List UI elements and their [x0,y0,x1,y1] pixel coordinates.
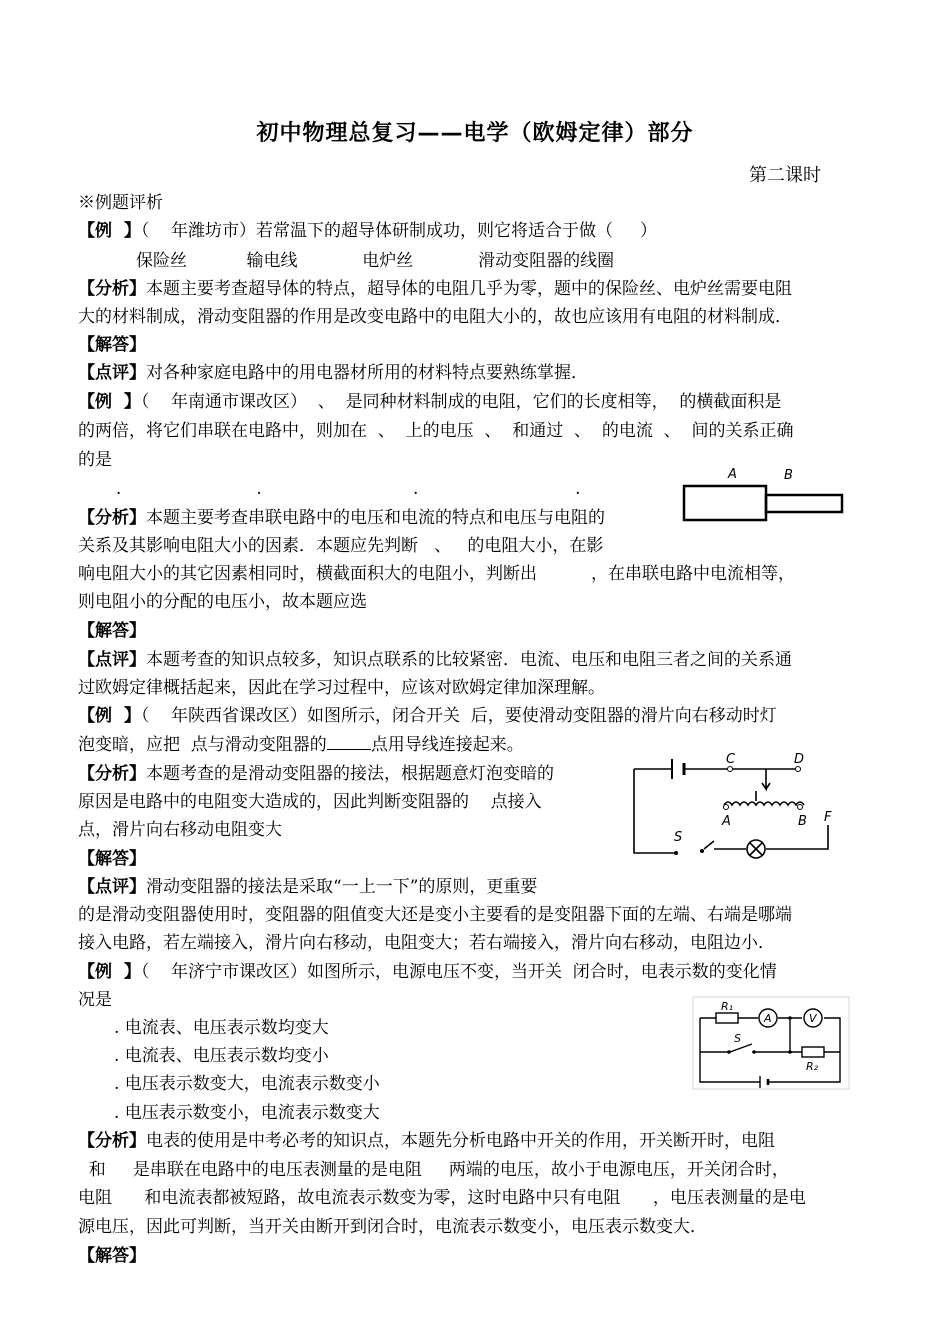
ex3-analysis-3: 点，滑片向右移动电阻变大 [78,820,282,840]
ex3-comment: 【点评】滑动变阻器的接法是采取“一上一下”的原则，更重要 [78,877,538,897]
example-tag: 【例 】 [78,221,141,241]
label-r1: R₁ [721,1000,734,1013]
ex2-answer: 【解答】 [78,621,146,641]
ex2-question-3: 的是 [78,450,112,470]
ex1-answer: 【解答】 [78,335,146,355]
ex3-answer: 【解答】 [78,849,146,869]
label-s: S [674,830,683,845]
resistor-a [684,486,766,520]
ex2-analysis-2: 关系及其影响电阻大小的因素．本题应先判断 、 的电阻大小，在影 [78,536,604,556]
ex2-comment: 【点评】本题考查的知识点较多，知识点联系的比较紧密．电流、电压和电阻三者之间的关系通 [78,650,792,670]
ex2-analysis: 【分析】本题主要考查串联电路中的电压和电流的特点和电压与电阻的 [78,508,605,528]
label-s: S [734,1032,741,1045]
ex1-question: 【例 】（ 年潍坊市）若常温下的超导体研制成功，则它将适合于做（ ） [78,221,657,241]
ex4-option-1: . 电流表、电压表示数均变大 [114,1018,329,1038]
ex2-comment-2: 过欧姆定律概括起来，因此在学习过程中，应该对欧姆定律加深理解。 [78,678,605,698]
ex4-analysis: 【分析】电表的使用是中考必考的知识点，本题先分析电路中开关的作用，开关断开时，电阻 [78,1131,775,1151]
ex3-circuit-figure [626,745,846,865]
ex2-analysis-3: 响电阻大小的其它因素相同时，横截面积大的电阻小，判断出 ，在串联电路中电流相等， [78,564,796,584]
label-d: D [794,752,805,767]
ex2-question: 【例 】（ 年南通市课改区） 、 是同种材料制成的电阻，它们的长度相等， 的横截面积是 [78,392,782,412]
label-c: C [726,752,736,767]
ex1-comment: 【点评】对各种家庭电路中的用电器材所用的材料特点要熟练掌握． [78,363,588,383]
label-r2: R₂ [806,1060,819,1073]
ex4-circuit-figure [692,996,852,1090]
fill-blank [327,735,371,750]
ex4-option-3: . 电压表示数变大，电流表示数变小 [114,1074,380,1094]
label-a: A [728,467,737,482]
ex4-answer: 【解答】 [78,1246,146,1266]
label-f: F [824,810,832,825]
label-voltmeter: V [809,1012,817,1025]
ex2-question-2: 的两倍，将它们串联在电路中，则加在 、 上的电压 、 和通过 、 的电流 、 间的关系正确 [78,421,794,441]
label-ammeter: A [764,1012,772,1025]
ex3-question: 【例 】（ 年陕西省课改区）如图所示，闭合开关 后，要使滑动变阻器的滑片向右移动时灯 [78,706,777,726]
ex2-resistor-figure [676,462,856,526]
ex3-analysis-2: 原因是电路中的电阻变大造成的，因此判断变阻器的 点接入 [78,792,542,812]
ex4-option-2: . 电流表、电压表示数均变小 [114,1046,329,1066]
ex2-analysis-4: 则电阻小的分配的电压小，故本题应选 [78,592,367,612]
ex3-question-2: 泡变暗，应把 点与滑动变阻器的 点用导线连接起来。 [78,735,524,755]
ex3-comment-3: 接入电路，若左端接入，滑片向右移动，电阻变大；若右端接入，滑片向右移动，电阻边小． [78,933,775,953]
ex4-analysis-2: 和 是串联在电路中的电压表测量的是电阻 两端的电压，故小于电源电压，开关闭合时， [78,1160,789,1180]
ex4-option-4: . 电压表示数变小，电流表示数变大 [114,1103,380,1123]
ex1-analysis-2: 大的材料制成，滑动变阻器的作用是改变电路中的电阻大小的，故也应该用有电阻的材料制成． [78,307,792,327]
label-b: B [798,814,807,829]
label-a: A [722,814,731,829]
ex4-analysis-4: 源电压，因此可判断，当开关由断开到闭合时，电流表示数变小，电压表示数变大． [78,1217,707,1237]
section-heading: ※例题评析 [78,193,163,213]
label-b: B [784,468,793,483]
ex3-comment-2: 的是滑动变阻器使用时，变阻器的阻值变大还是变小主要看的是变阻器下面的左端、右端是哪端 [78,905,792,925]
resistor-b [766,495,842,512]
ex1-analysis: 【分析】本题主要考查超导体的特点，超导体的电阻几乎为零，题中的保险丝、电炉丝需要电阻 [78,279,792,299]
ex2-options: . . . . [78,479,581,499]
ex4-analysis-3: 电阻 和电流表都被短路，故电流表示数变为零，这时电路中只有电阻 ，电压表测量的是电 [78,1188,806,1208]
ex1-options: 保险丝 输电线 电炉丝 滑动变阻器的线圈 [136,251,615,271]
lesson-label: 第二课时 [749,165,821,186]
ex3-analysis: 【分析】本题考查的是滑动变阻器的接法，根据题意灯泡变暗的 [78,764,554,784]
ex4-question-2: 况是 [78,990,112,1010]
ex4-question: 【例 】（ 年济宁市课改区）如图所示，电源电压不变，当开关 闭合时，电表示数的变化情 [78,962,777,982]
page-title: 初中物理总复习——电学（欧姆定律）部分 [256,121,694,146]
